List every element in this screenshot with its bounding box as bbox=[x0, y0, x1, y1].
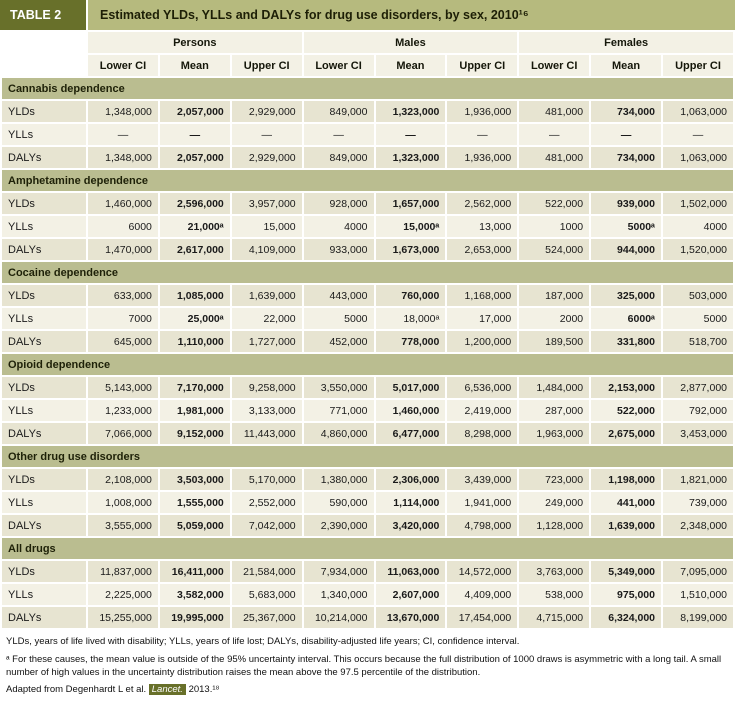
value-cell: 22,000 bbox=[232, 308, 302, 329]
value-cell: 2,562,000 bbox=[447, 193, 517, 214]
section-row bbox=[2, 354, 733, 375]
value-cell: 5,017,000 bbox=[376, 377, 446, 398]
value-cell: 187,000 bbox=[519, 285, 589, 306]
value-cell: 3,555,000 bbox=[88, 515, 158, 536]
value-cell: 760,000 bbox=[376, 285, 446, 306]
value-cell: 3,957,000 bbox=[232, 193, 302, 214]
source-suffix: 2013.¹⁸ bbox=[185, 684, 220, 696]
value-cell: 13,000 bbox=[447, 216, 517, 237]
value-cell: 975,000 bbox=[591, 584, 661, 605]
value-cell: 25,000ᵃ bbox=[160, 308, 230, 329]
value-cell: 2,306,000 bbox=[376, 469, 446, 490]
row-label: YLLs bbox=[2, 492, 86, 513]
value-cell: 249,000 bbox=[519, 492, 589, 513]
table-row bbox=[2, 308, 733, 329]
value-cell: 21,584,000 bbox=[232, 561, 302, 582]
value-cell: 7,066,000 bbox=[88, 423, 158, 444]
value-cell: 792,000 bbox=[663, 400, 733, 421]
value-cell: 6000 bbox=[88, 216, 158, 237]
value-cell: 331,800 bbox=[591, 331, 661, 352]
value-cell: 6,477,000 bbox=[376, 423, 446, 444]
value-cell: 2,675,000 bbox=[591, 423, 661, 444]
value-cell: 7,095,000 bbox=[663, 561, 733, 582]
title-bar bbox=[0, 0, 735, 30]
table-row bbox=[2, 584, 733, 605]
value-cell: 522,000 bbox=[591, 400, 661, 421]
table-row bbox=[2, 607, 733, 628]
value-cell: 4,109,000 bbox=[232, 239, 302, 260]
value-cell: 4,798,000 bbox=[447, 515, 517, 536]
value-cell: 5,143,000 bbox=[88, 377, 158, 398]
value-cell: 5,059,000 bbox=[160, 515, 230, 536]
row-label: YLLs bbox=[2, 124, 86, 145]
value-cell: 3,439,000 bbox=[447, 469, 517, 490]
table-body bbox=[2, 78, 733, 628]
value-cell: 3,582,000 bbox=[160, 584, 230, 605]
value-cell: 928,000 bbox=[304, 193, 374, 214]
value-cell: 8,199,000 bbox=[663, 607, 733, 628]
value-cell: 9,152,000 bbox=[160, 423, 230, 444]
value-cell: 5,170,000 bbox=[232, 469, 302, 490]
table-row bbox=[2, 285, 733, 306]
row-label: YLDs bbox=[2, 101, 86, 122]
column-header-lower-ci: Lower CI bbox=[88, 55, 158, 76]
value-cell: 16,411,000 bbox=[160, 561, 230, 582]
value-cell: 4,715,000 bbox=[519, 607, 589, 628]
value-cell: 1,233,000 bbox=[88, 400, 158, 421]
table-row bbox=[2, 124, 733, 145]
value-cell: 5,683,000 bbox=[232, 584, 302, 605]
value-cell: 3,503,000 bbox=[160, 469, 230, 490]
row-label: YLDs bbox=[2, 193, 86, 214]
table-row bbox=[2, 423, 733, 444]
column-header-mean: Mean bbox=[376, 55, 446, 76]
value-cell: 5,349,000 bbox=[591, 561, 661, 582]
footnote-a: ᵃ For these causes, the mean value is outside of the 95% uncertainty interval. This occurs because the full distribution of 1000 draws is asymmetric with a long tail. A small number of high values in the uncertainty distribution raises the mean above the 97.5 percentile of the distribution. bbox=[6, 653, 722, 678]
row-label: YLLs bbox=[2, 400, 86, 421]
value-cell: 944,000 bbox=[591, 239, 661, 260]
section-header: All drugs bbox=[2, 538, 733, 559]
row-label: DALYs bbox=[2, 239, 86, 260]
value-cell: 1,963,000 bbox=[519, 423, 589, 444]
value-cell: 2,929,000 bbox=[232, 147, 302, 168]
value-cell: 7000 bbox=[88, 308, 158, 329]
value-cell: — bbox=[519, 124, 589, 145]
value-cell: 5000 bbox=[304, 308, 374, 329]
value-cell: 1,114,000 bbox=[376, 492, 446, 513]
value-cell: 15,000ᵃ bbox=[376, 216, 446, 237]
value-cell: 1,936,000 bbox=[447, 147, 517, 168]
value-cell: 4000 bbox=[663, 216, 733, 237]
value-cell: 2,225,000 bbox=[88, 584, 158, 605]
value-cell: 524,000 bbox=[519, 239, 589, 260]
value-cell: 3,420,000 bbox=[376, 515, 446, 536]
table-row bbox=[2, 216, 733, 237]
value-cell: 778,000 bbox=[376, 331, 446, 352]
column-header-mean: Mean bbox=[591, 55, 661, 76]
value-cell: 1,323,000 bbox=[376, 101, 446, 122]
value-cell: 2,390,000 bbox=[304, 515, 374, 536]
source-journal: Lancet. bbox=[149, 684, 186, 695]
value-cell: 1,063,000 bbox=[663, 101, 733, 122]
value-cell: 7,170,000 bbox=[160, 377, 230, 398]
value-cell: 1,340,000 bbox=[304, 584, 374, 605]
footnotes-area bbox=[0, 630, 735, 697]
value-cell: 939,000 bbox=[591, 193, 661, 214]
table-title: Estimated YLDs, YLLs and DALYs for drug use disorders, by sex, 2010¹⁶ bbox=[88, 0, 735, 30]
row-label: YLDs bbox=[2, 377, 86, 398]
value-cell: 11,063,000 bbox=[376, 561, 446, 582]
value-cell: 1,936,000 bbox=[447, 101, 517, 122]
value-cell: 443,000 bbox=[304, 285, 374, 306]
value-cell: 4,860,000 bbox=[304, 423, 374, 444]
value-cell: 189,500 bbox=[519, 331, 589, 352]
section-row bbox=[2, 446, 733, 467]
row-label: DALYs bbox=[2, 147, 86, 168]
value-cell: 325,000 bbox=[591, 285, 661, 306]
value-cell: 1,348,000 bbox=[88, 147, 158, 168]
value-cell: 481,000 bbox=[519, 101, 589, 122]
table-row bbox=[2, 101, 733, 122]
group-header-females: Females bbox=[519, 32, 733, 53]
column-header-upper-ci: Upper CI bbox=[663, 55, 733, 76]
value-cell: 481,000 bbox=[519, 147, 589, 168]
value-cell: 734,000 bbox=[591, 101, 661, 122]
value-cell: 6,536,000 bbox=[447, 377, 517, 398]
table-row bbox=[2, 400, 733, 421]
row-label: DALYs bbox=[2, 515, 86, 536]
value-cell: 2,596,000 bbox=[160, 193, 230, 214]
value-cell: 2,552,000 bbox=[232, 492, 302, 513]
value-cell: 1,323,000 bbox=[376, 147, 446, 168]
table-row bbox=[2, 193, 733, 214]
value-cell: 15,255,000 bbox=[88, 607, 158, 628]
row-label: DALYs bbox=[2, 331, 86, 352]
value-cell: 2,653,000 bbox=[447, 239, 517, 260]
row-label: DALYs bbox=[2, 607, 86, 628]
value-cell: 14,572,000 bbox=[447, 561, 517, 582]
value-cell: 771,000 bbox=[304, 400, 374, 421]
table-tag: TABLE 2 bbox=[0, 0, 86, 30]
value-cell: 17,000 bbox=[447, 308, 517, 329]
value-cell: 849,000 bbox=[304, 147, 374, 168]
value-cell: 10,214,000 bbox=[304, 607, 374, 628]
value-cell: 1,110,000 bbox=[160, 331, 230, 352]
value-cell: — bbox=[232, 124, 302, 145]
row-label: YLDs bbox=[2, 469, 86, 490]
value-cell: 1,555,000 bbox=[160, 492, 230, 513]
value-cell: 7,934,000 bbox=[304, 561, 374, 582]
value-cell: 723,000 bbox=[519, 469, 589, 490]
value-cell: 1,639,000 bbox=[591, 515, 661, 536]
value-cell: 2,419,000 bbox=[447, 400, 517, 421]
value-cell: — bbox=[376, 124, 446, 145]
corner-cell bbox=[2, 32, 86, 53]
group-header-persons: Persons bbox=[88, 32, 302, 53]
abbreviations-note: YLDs, years of life lived with disability; YLLs, years of life lost; DALYs, disability-adjusted life years; CI, confidence interval. bbox=[6, 636, 520, 647]
value-cell: 1,063,000 bbox=[663, 147, 733, 168]
value-cell: 1000 bbox=[519, 216, 589, 237]
value-cell: 2,153,000 bbox=[591, 377, 661, 398]
value-cell: 538,000 bbox=[519, 584, 589, 605]
section-row bbox=[2, 538, 733, 559]
value-cell: 1,460,000 bbox=[376, 400, 446, 421]
value-cell: 6000ᵃ bbox=[591, 308, 661, 329]
column-header-mean: Mean bbox=[160, 55, 230, 76]
value-cell: 2,607,000 bbox=[376, 584, 446, 605]
value-cell: 1,470,000 bbox=[88, 239, 158, 260]
value-cell: 734,000 bbox=[591, 147, 661, 168]
table-head bbox=[2, 32, 733, 76]
value-cell: 8,298,000 bbox=[447, 423, 517, 444]
table-row bbox=[2, 469, 733, 490]
value-cell: 1,502,000 bbox=[663, 193, 733, 214]
value-cell: 18,000ᵃ bbox=[376, 308, 446, 329]
section-row bbox=[2, 78, 733, 99]
value-cell: 1,348,000 bbox=[88, 101, 158, 122]
row-label: DALYs bbox=[2, 423, 86, 444]
value-cell: 522,000 bbox=[519, 193, 589, 214]
row-label: YLLs bbox=[2, 308, 86, 329]
value-cell: 1,981,000 bbox=[160, 400, 230, 421]
value-cell: 3,453,000 bbox=[663, 423, 733, 444]
value-cell: 3,133,000 bbox=[232, 400, 302, 421]
value-cell: 1,460,000 bbox=[88, 193, 158, 214]
row-label: YLLs bbox=[2, 584, 86, 605]
section-header: Opioid dependence bbox=[2, 354, 733, 375]
value-cell: 13,670,000 bbox=[376, 607, 446, 628]
table-row bbox=[2, 239, 733, 260]
value-cell: 1,510,000 bbox=[663, 584, 733, 605]
section-header: Other drug use disorders bbox=[2, 446, 733, 467]
section-row bbox=[2, 170, 733, 191]
section-header: Cannabis dependence bbox=[2, 78, 733, 99]
value-cell: 441,000 bbox=[591, 492, 661, 513]
section-header: Cocaine dependence bbox=[2, 262, 733, 283]
value-cell: 452,000 bbox=[304, 331, 374, 352]
value-cell: 2000 bbox=[519, 308, 589, 329]
value-cell: 849,000 bbox=[304, 101, 374, 122]
value-cell: 25,367,000 bbox=[232, 607, 302, 628]
value-cell: 287,000 bbox=[519, 400, 589, 421]
value-cell: 739,000 bbox=[663, 492, 733, 513]
value-cell: 1,168,000 bbox=[447, 285, 517, 306]
value-cell: 17,454,000 bbox=[447, 607, 517, 628]
value-cell: 1,727,000 bbox=[232, 331, 302, 352]
table-row bbox=[2, 377, 733, 398]
value-cell: 633,000 bbox=[88, 285, 158, 306]
value-cell: 1,821,000 bbox=[663, 469, 733, 490]
value-cell: 2,877,000 bbox=[663, 377, 733, 398]
value-cell: 590,000 bbox=[304, 492, 374, 513]
table-row bbox=[2, 147, 733, 168]
group-header-males: Males bbox=[304, 32, 518, 53]
row-label: YLLs bbox=[2, 216, 86, 237]
value-cell: 1,673,000 bbox=[376, 239, 446, 260]
data-table bbox=[0, 30, 735, 630]
value-cell: 4,409,000 bbox=[447, 584, 517, 605]
value-cell: 1,380,000 bbox=[304, 469, 374, 490]
value-cell: 1,941,000 bbox=[447, 492, 517, 513]
column-header-lower-ci: Lower CI bbox=[519, 55, 589, 76]
source-note bbox=[6, 684, 729, 697]
value-cell: 2,057,000 bbox=[160, 101, 230, 122]
value-cell: 2,929,000 bbox=[232, 101, 302, 122]
value-cell: 7,042,000 bbox=[232, 515, 302, 536]
value-cell: 1,484,000 bbox=[519, 377, 589, 398]
corner-cell bbox=[2, 55, 86, 76]
column-header-upper-ci: Upper CI bbox=[232, 55, 302, 76]
source-prefix: Adapted from Degenhardt L et al. bbox=[6, 684, 149, 696]
value-cell: — bbox=[304, 124, 374, 145]
value-cell: 1,657,000 bbox=[376, 193, 446, 214]
value-cell: 645,000 bbox=[88, 331, 158, 352]
value-cell: 2,057,000 bbox=[160, 147, 230, 168]
value-cell: 2,108,000 bbox=[88, 469, 158, 490]
column-header-upper-ci: Upper CI bbox=[447, 55, 517, 76]
value-cell: 518,700 bbox=[663, 331, 733, 352]
value-cell: 1,520,000 bbox=[663, 239, 733, 260]
value-cell: — bbox=[88, 124, 158, 145]
value-cell: 503,000 bbox=[663, 285, 733, 306]
value-cell: 2,348,000 bbox=[663, 515, 733, 536]
value-cell: 11,837,000 bbox=[88, 561, 158, 582]
value-cell: 6,324,000 bbox=[591, 607, 661, 628]
value-cell: 15,000 bbox=[232, 216, 302, 237]
section-row bbox=[2, 262, 733, 283]
value-cell: 1,085,000 bbox=[160, 285, 230, 306]
value-cell: 3,763,000 bbox=[519, 561, 589, 582]
table-row bbox=[2, 515, 733, 536]
table-row bbox=[2, 331, 733, 352]
value-cell: — bbox=[591, 124, 661, 145]
value-cell: 1,198,000 bbox=[591, 469, 661, 490]
row-label: YLDs bbox=[2, 285, 86, 306]
value-cell: 9,258,000 bbox=[232, 377, 302, 398]
value-cell: 5000 bbox=[663, 308, 733, 329]
table-row bbox=[2, 561, 733, 582]
value-cell: 933,000 bbox=[304, 239, 374, 260]
value-cell: 1,639,000 bbox=[232, 285, 302, 306]
value-cell: 11,443,000 bbox=[232, 423, 302, 444]
section-header: Amphetamine dependence bbox=[2, 170, 733, 191]
value-cell: 1,008,000 bbox=[88, 492, 158, 513]
value-cell: 3,550,000 bbox=[304, 377, 374, 398]
value-cell: — bbox=[663, 124, 733, 145]
row-label: YLDs bbox=[2, 561, 86, 582]
value-cell: 1,128,000 bbox=[519, 515, 589, 536]
value-cell: 21,000ᵃ bbox=[160, 216, 230, 237]
value-cell: — bbox=[160, 124, 230, 145]
value-cell: 5000ᵃ bbox=[591, 216, 661, 237]
value-cell: — bbox=[447, 124, 517, 145]
column-header-lower-ci: Lower CI bbox=[304, 55, 374, 76]
table-row bbox=[2, 492, 733, 513]
value-cell: 4000 bbox=[304, 216, 374, 237]
value-cell: 2,617,000 bbox=[160, 239, 230, 260]
value-cell: 19,995,000 bbox=[160, 607, 230, 628]
value-cell: 1,200,000 bbox=[447, 331, 517, 352]
